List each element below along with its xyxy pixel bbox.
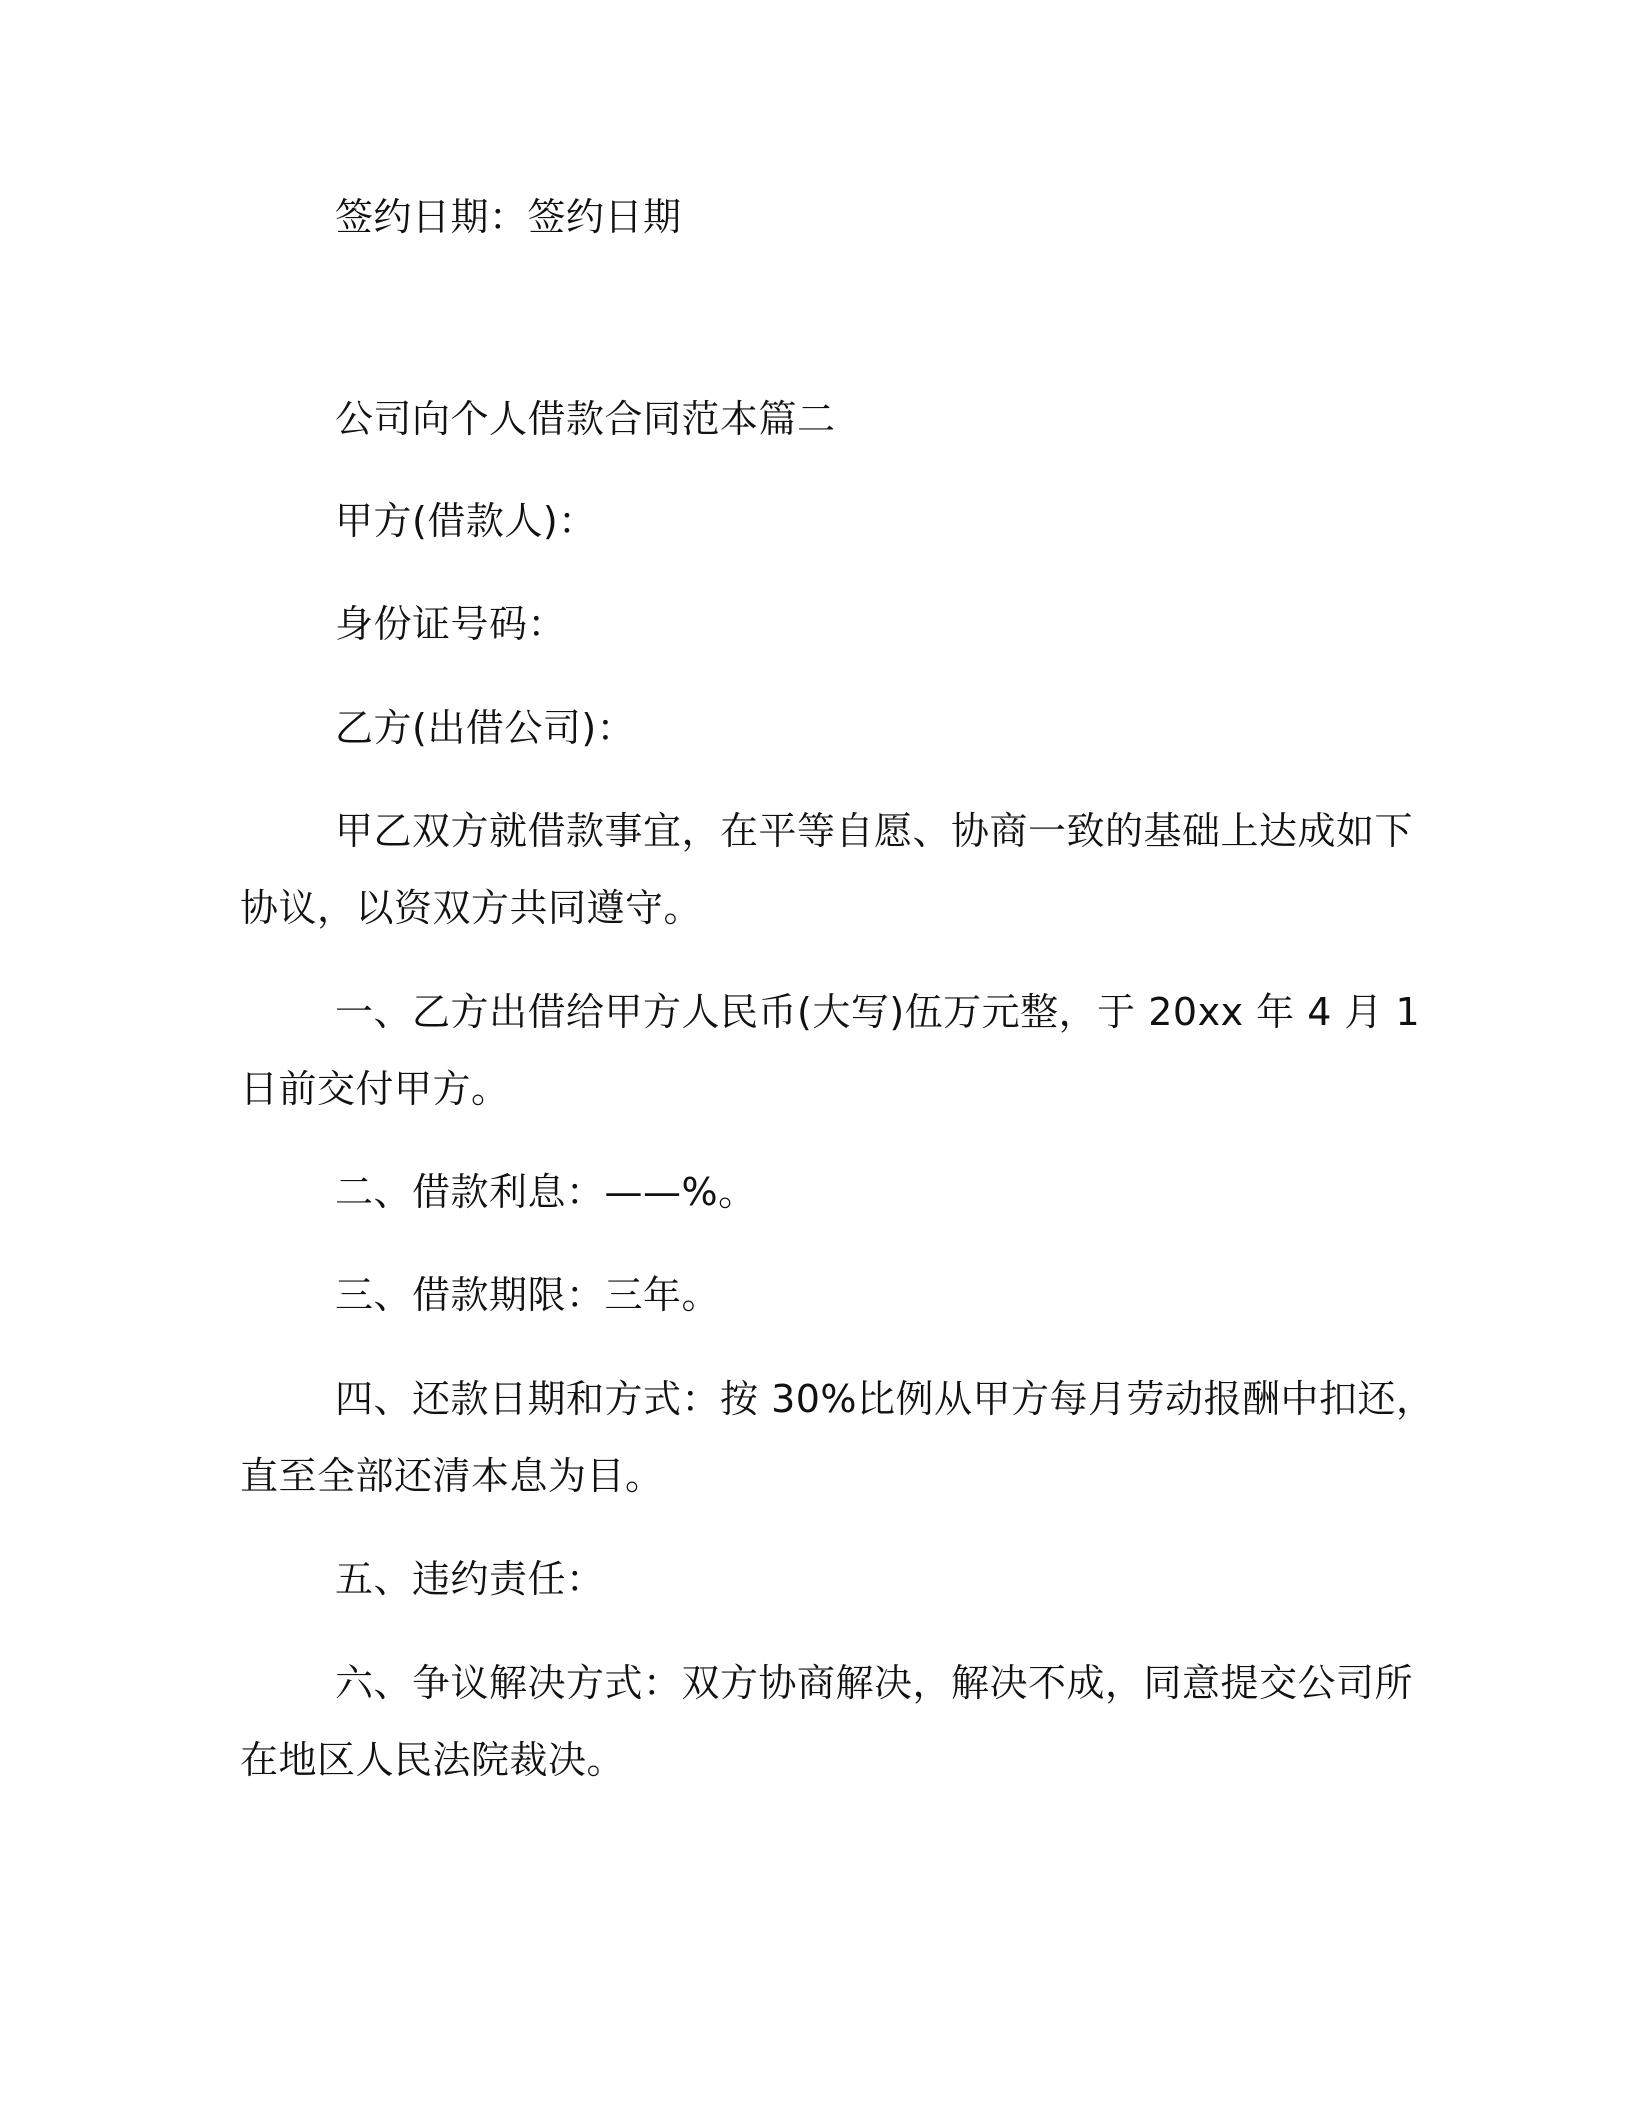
clause-5-line: 五、违约责任： <box>335 1557 605 1601</box>
signing-date-line: 签约日期：签约日期 <box>335 195 682 239</box>
clause-6-line-1: 六、争议解决方式：双方协商解决，解决不成，同意提交公司所 <box>335 1661 1414 1705</box>
clause-6-line-2: 在地区人民法院裁决。 <box>240 1738 626 1782</box>
preamble-line-1: 甲乙双方就借款事宜，在平等自愿、协商一致的基础上达成如下 <box>335 809 1414 853</box>
clause-3-line: 三、借款期限：三年。 <box>335 1273 721 1317</box>
clause-2-line: 二、借款利息：——%。 <box>335 1170 757 1214</box>
party-b-line: 乙方(出借公司)： <box>335 706 636 750</box>
clause-1-line-2: 日前交付甲方。 <box>240 1067 510 1111</box>
clause-4-line-1: 四、还款日期和方式：按 30%比例从甲方每月劳动报酬中扣还， <box>335 1377 1435 1421</box>
clause-4-line-2: 直至全部还清本息为目。 <box>240 1454 664 1498</box>
party-a-line: 甲方(借款人)： <box>335 499 597 543</box>
id-number-line: 身份证号码： <box>335 602 567 646</box>
clause-1-line-1: 一、乙方出借给甲方人民币(大写)伍万元整，于 20xx 年 4 月 1 <box>335 990 1421 1034</box>
section-title: 公司向个人借款合同范本篇二 <box>335 397 836 441</box>
preamble-line-2: 协议，以资双方共同遵守。 <box>240 886 703 930</box>
